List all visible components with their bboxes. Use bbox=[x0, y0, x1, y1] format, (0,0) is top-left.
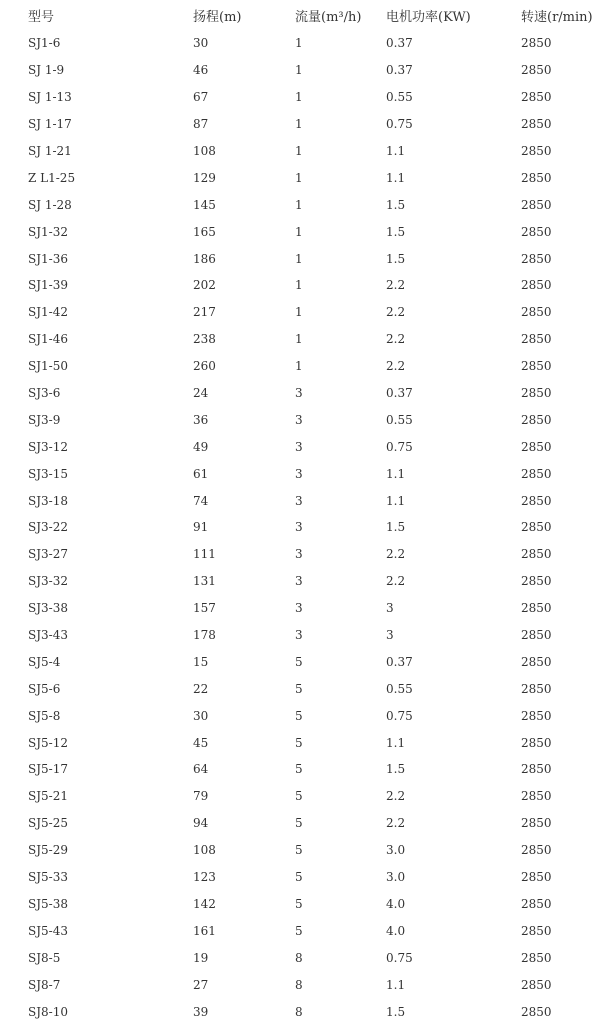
cell-model: SJ 1-21 bbox=[28, 144, 72, 158]
cell-speed: 2850 bbox=[521, 412, 552, 427]
cell-model: SJ3-12 bbox=[28, 439, 68, 454]
header-row bbox=[0, 0, 600, 30]
cell-speed: 2850 bbox=[521, 466, 552, 481]
cell-speed: 2850 bbox=[521, 90, 552, 105]
table-row bbox=[0, 138, 600, 165]
cell-flow: 1 bbox=[295, 251, 303, 266]
cell-head: 260 bbox=[193, 359, 216, 374]
cell-flow: 5 bbox=[295, 816, 303, 831]
header-speed: 转速(r/min) bbox=[521, 9, 593, 25]
cell-model: SJ5-43 bbox=[28, 923, 68, 938]
cell-head: 74 bbox=[193, 493, 209, 508]
cell-speed: 2850 bbox=[521, 574, 552, 589]
cell-speed: 2850 bbox=[521, 493, 552, 508]
cell-motor-power: 0.55 bbox=[386, 412, 413, 427]
table-row bbox=[0, 460, 600, 487]
cell-speed: 2850 bbox=[521, 789, 552, 804]
cell-model: SJ1-46 bbox=[28, 332, 68, 347]
cell-flow: 1 bbox=[295, 224, 303, 239]
cell-motor-power: 3 bbox=[386, 628, 394, 643]
cell-flow: 5 bbox=[295, 681, 303, 696]
cell-motor-power: 2.2 bbox=[386, 574, 406, 589]
cell-model: SJ5-29 bbox=[28, 843, 68, 858]
cell-model: SJ5-17 bbox=[28, 762, 68, 777]
cell-model: SJ3-43 bbox=[28, 628, 68, 643]
header-model: 型号 bbox=[28, 9, 55, 25]
cell-motor-power: 4.0 bbox=[386, 923, 406, 938]
cell-head: 145 bbox=[193, 197, 216, 212]
table-row bbox=[0, 299, 600, 326]
cell-speed: 2850 bbox=[521, 63, 552, 78]
table-row bbox=[0, 944, 600, 971]
cell-motor-power: 1.1 bbox=[386, 170, 406, 185]
cell-model: SJ1-39 bbox=[28, 278, 68, 293]
cell-head: 45 bbox=[193, 735, 209, 750]
table-row bbox=[0, 57, 600, 84]
cell-speed: 2850 bbox=[521, 170, 552, 185]
cell-motor-power: 1.5 bbox=[386, 762, 406, 777]
cell-head: 87 bbox=[193, 117, 209, 132]
cell-model: SJ3-38 bbox=[28, 601, 68, 616]
cell-model: SJ5-8 bbox=[28, 708, 61, 723]
cell-motor-power: 2.2 bbox=[386, 332, 406, 347]
cell-head: 15 bbox=[193, 654, 209, 669]
cell-flow: 3 bbox=[295, 386, 303, 401]
cell-flow: 5 bbox=[295, 708, 303, 723]
table-row bbox=[0, 891, 600, 918]
table-row bbox=[0, 164, 600, 191]
table-row bbox=[0, 380, 600, 407]
cell-model: SJ5-4 bbox=[28, 654, 61, 669]
cell-head: 94 bbox=[193, 816, 209, 831]
table-row bbox=[0, 191, 600, 218]
cell-motor-power: 1.5 bbox=[386, 224, 406, 239]
cell-head: 61 bbox=[193, 466, 209, 481]
table-row bbox=[0, 272, 600, 299]
cell-flow: 1 bbox=[295, 359, 303, 374]
table-row bbox=[0, 837, 600, 864]
cell-flow: 1 bbox=[295, 305, 303, 320]
cell-flow: 3 bbox=[295, 439, 303, 454]
cell-flow: 1 bbox=[295, 332, 303, 347]
cell-model: SJ3-32 bbox=[28, 574, 68, 589]
cell-flow: 5 bbox=[295, 735, 303, 750]
cell-flow: 8 bbox=[295, 977, 303, 992]
cell-motor-power: 0.55 bbox=[386, 90, 413, 105]
cell-motor-power: 1.1 bbox=[386, 977, 406, 992]
cell-speed: 2850 bbox=[521, 923, 552, 938]
cell-speed: 2850 bbox=[521, 144, 552, 158]
cell-flow: 1 bbox=[295, 144, 303, 158]
cell-flow: 1 bbox=[295, 36, 303, 51]
cell-speed: 2850 bbox=[521, 386, 552, 401]
table-row bbox=[0, 487, 600, 514]
cell-head: 186 bbox=[193, 251, 216, 266]
cell-flow: 1 bbox=[295, 117, 303, 132]
cell-speed: 2850 bbox=[521, 224, 552, 239]
table-row bbox=[0, 622, 600, 649]
cell-motor-power: 3.0 bbox=[386, 870, 406, 885]
cell-model: SJ5-21 bbox=[28, 789, 68, 804]
cell-model: SJ1-36 bbox=[28, 251, 68, 266]
table-row bbox=[0, 84, 600, 111]
cell-model: SJ3-15 bbox=[28, 466, 68, 481]
cell-head: 108 bbox=[193, 144, 216, 158]
cell-motor-power: 0.55 bbox=[386, 681, 413, 696]
cell-model: SJ 1-17 bbox=[28, 117, 72, 132]
cell-head: 64 bbox=[193, 762, 209, 777]
cell-speed: 2850 bbox=[521, 708, 552, 723]
cell-speed: 2850 bbox=[521, 870, 552, 885]
cell-model: SJ5-25 bbox=[28, 816, 68, 831]
cell-head: 46 bbox=[193, 63, 209, 78]
cell-motor-power: 0.75 bbox=[386, 708, 413, 723]
cell-flow: 3 bbox=[295, 601, 303, 616]
cell-speed: 2850 bbox=[521, 117, 552, 132]
cell-speed: 2850 bbox=[521, 735, 552, 750]
cell-flow: 1 bbox=[295, 278, 303, 293]
cell-model: SJ3-27 bbox=[28, 547, 68, 562]
table-row bbox=[0, 864, 600, 891]
cell-motor-power: 2.2 bbox=[386, 305, 406, 320]
cell-model: SJ3-9 bbox=[28, 412, 61, 427]
table-row bbox=[0, 729, 600, 756]
cell-head: 30 bbox=[193, 708, 209, 723]
cell-speed: 2850 bbox=[521, 977, 552, 992]
cell-model: SJ1-42 bbox=[28, 305, 68, 320]
cell-flow: 5 bbox=[295, 896, 303, 911]
table-row bbox=[0, 433, 600, 460]
cell-head: 202 bbox=[193, 278, 216, 293]
cell-motor-power: 3 bbox=[386, 601, 394, 616]
cell-motor-power: 0.75 bbox=[386, 950, 413, 965]
cell-model: SJ5-12 bbox=[28, 735, 68, 750]
cell-speed: 2850 bbox=[521, 251, 552, 266]
cell-speed: 2850 bbox=[521, 278, 552, 293]
table-row bbox=[0, 568, 600, 595]
cell-flow: 3 bbox=[295, 520, 303, 535]
table-row bbox=[0, 702, 600, 729]
cell-head: 129 bbox=[193, 170, 216, 185]
table-row bbox=[0, 810, 600, 837]
cell-motor-power: 0.37 bbox=[386, 386, 413, 401]
table-row bbox=[0, 917, 600, 944]
cell-motor-power: 2.2 bbox=[386, 816, 406, 831]
cell-motor-power: 1.5 bbox=[386, 197, 406, 212]
cell-model: SJ 1-28 bbox=[28, 197, 72, 212]
cell-flow: 3 bbox=[295, 493, 303, 508]
cell-flow: 3 bbox=[295, 412, 303, 427]
cell-motor-power: 2.2 bbox=[386, 359, 406, 374]
cell-model: SJ5-33 bbox=[28, 870, 68, 885]
cell-motor-power: 2.2 bbox=[386, 547, 406, 562]
cell-model: SJ5-6 bbox=[28, 681, 61, 696]
cell-motor-power: 0.37 bbox=[386, 654, 413, 669]
cell-motor-power: 3.0 bbox=[386, 843, 406, 858]
header-head: 扬程(m) bbox=[193, 9, 242, 25]
cell-motor-power: 1.5 bbox=[386, 520, 406, 535]
cell-speed: 2850 bbox=[521, 1004, 552, 1019]
header-flow: 流量(m³/h) bbox=[295, 9, 362, 25]
cell-head: 161 bbox=[193, 923, 216, 938]
cell-flow: 5 bbox=[295, 843, 303, 858]
cell-flow: 3 bbox=[295, 628, 303, 643]
cell-flow: 3 bbox=[295, 466, 303, 481]
cell-head: 131 bbox=[193, 574, 216, 589]
table-row bbox=[0, 783, 600, 810]
cell-head: 30 bbox=[193, 36, 209, 51]
cell-head: 79 bbox=[193, 789, 209, 804]
cell-head: 217 bbox=[193, 305, 216, 320]
cell-speed: 2850 bbox=[521, 601, 552, 616]
cell-head: 238 bbox=[193, 332, 216, 347]
table-row bbox=[0, 971, 600, 998]
cell-model: SJ1-6 bbox=[28, 36, 61, 51]
table-row bbox=[0, 675, 600, 702]
cell-speed: 2850 bbox=[521, 332, 552, 347]
cell-model: SJ8-10 bbox=[28, 1004, 68, 1019]
cell-model: SJ 1-13 bbox=[28, 90, 72, 105]
cell-head: 19 bbox=[193, 950, 209, 965]
cell-motor-power: 2.2 bbox=[386, 278, 406, 293]
cell-model: SJ8-5 bbox=[28, 950, 61, 965]
cell-flow: 8 bbox=[295, 1004, 303, 1019]
cell-flow: 1 bbox=[295, 63, 303, 78]
cell-head: 165 bbox=[193, 224, 216, 239]
cell-flow: 1 bbox=[295, 90, 303, 105]
cell-head: 49 bbox=[193, 439, 209, 454]
table-row bbox=[0, 541, 600, 568]
table-row bbox=[0, 245, 600, 272]
cell-motor-power: 1.1 bbox=[386, 493, 406, 508]
cell-speed: 2850 bbox=[521, 520, 552, 535]
table-row bbox=[0, 756, 600, 783]
cell-speed: 2850 bbox=[521, 762, 552, 777]
table-row bbox=[0, 648, 600, 675]
cell-speed: 2850 bbox=[521, 681, 552, 696]
table-row bbox=[0, 30, 600, 57]
cell-model: SJ1-32 bbox=[28, 224, 68, 239]
cell-motor-power: 1.1 bbox=[386, 144, 406, 158]
cell-speed: 2850 bbox=[521, 547, 552, 562]
header-motor-power: 电机功率(KW) bbox=[386, 9, 471, 25]
cell-model: SJ3-22 bbox=[28, 520, 68, 535]
cell-model: SJ3-6 bbox=[28, 386, 61, 401]
table-header bbox=[0, 0, 600, 30]
table-body bbox=[0, 30, 600, 1025]
cell-motor-power: 1.5 bbox=[386, 1004, 406, 1019]
cell-flow: 5 bbox=[295, 762, 303, 777]
cell-head: 39 bbox=[193, 1004, 209, 1019]
cell-head: 27 bbox=[193, 977, 209, 992]
cell-speed: 2850 bbox=[521, 359, 552, 374]
cell-speed: 2850 bbox=[521, 654, 552, 669]
cell-flow: 3 bbox=[295, 547, 303, 562]
cell-head: 157 bbox=[193, 601, 216, 616]
cell-model: SJ 1-9 bbox=[28, 63, 65, 78]
cell-speed: 2850 bbox=[521, 439, 552, 454]
table-row bbox=[0, 326, 600, 353]
cell-head: 22 bbox=[193, 681, 209, 696]
cell-flow: 1 bbox=[295, 197, 303, 212]
cell-flow: 5 bbox=[295, 870, 303, 885]
cell-head: 67 bbox=[193, 90, 209, 105]
cell-model: Z L1-25 bbox=[28, 170, 76, 185]
cell-head: 91 bbox=[193, 520, 209, 535]
cell-flow: 8 bbox=[295, 950, 303, 965]
cell-flow: 5 bbox=[295, 789, 303, 804]
table-row bbox=[0, 353, 600, 380]
cell-motor-power: 1.1 bbox=[386, 466, 406, 481]
cell-flow: 1 bbox=[295, 170, 303, 185]
cell-model: SJ5-38 bbox=[28, 896, 68, 911]
cell-speed: 2850 bbox=[521, 896, 552, 911]
cell-speed: 2850 bbox=[521, 628, 552, 643]
cell-head: 123 bbox=[193, 870, 216, 885]
table-row bbox=[0, 218, 600, 245]
cell-head: 111 bbox=[193, 547, 216, 562]
cell-speed: 2850 bbox=[521, 36, 552, 51]
cell-head: 142 bbox=[193, 896, 216, 911]
table-row bbox=[0, 406, 600, 433]
cell-model: SJ1-50 bbox=[28, 359, 68, 374]
cell-flow: 5 bbox=[295, 923, 303, 938]
table-row bbox=[0, 595, 600, 622]
cell-speed: 2850 bbox=[521, 950, 552, 965]
cell-motor-power: 1.5 bbox=[386, 251, 406, 266]
table-row bbox=[0, 111, 600, 138]
cell-motor-power: 2.2 bbox=[386, 789, 406, 804]
cell-model: SJ8-7 bbox=[28, 977, 61, 992]
cell-speed: 2850 bbox=[521, 305, 552, 320]
cell-motor-power: 4.0 bbox=[386, 896, 406, 911]
cell-motor-power: 0.75 bbox=[386, 117, 413, 132]
cell-motor-power: 0.75 bbox=[386, 439, 413, 454]
cell-speed: 2850 bbox=[521, 816, 552, 831]
cell-flow: 5 bbox=[295, 654, 303, 669]
cell-motor-power: 0.37 bbox=[386, 63, 413, 78]
cell-head: 178 bbox=[193, 628, 216, 643]
cell-head: 36 bbox=[193, 412, 209, 427]
table-row bbox=[0, 514, 600, 541]
cell-speed: 2850 bbox=[521, 197, 552, 212]
cell-speed: 2850 bbox=[521, 843, 552, 858]
cell-motor-power: 1.1 bbox=[386, 735, 406, 750]
cell-motor-power: 0.37 bbox=[386, 36, 413, 51]
cell-flow: 3 bbox=[295, 574, 303, 589]
cell-head: 24 bbox=[193, 386, 209, 401]
cell-model: SJ3-18 bbox=[28, 493, 68, 508]
cell-head: 108 bbox=[193, 843, 216, 858]
